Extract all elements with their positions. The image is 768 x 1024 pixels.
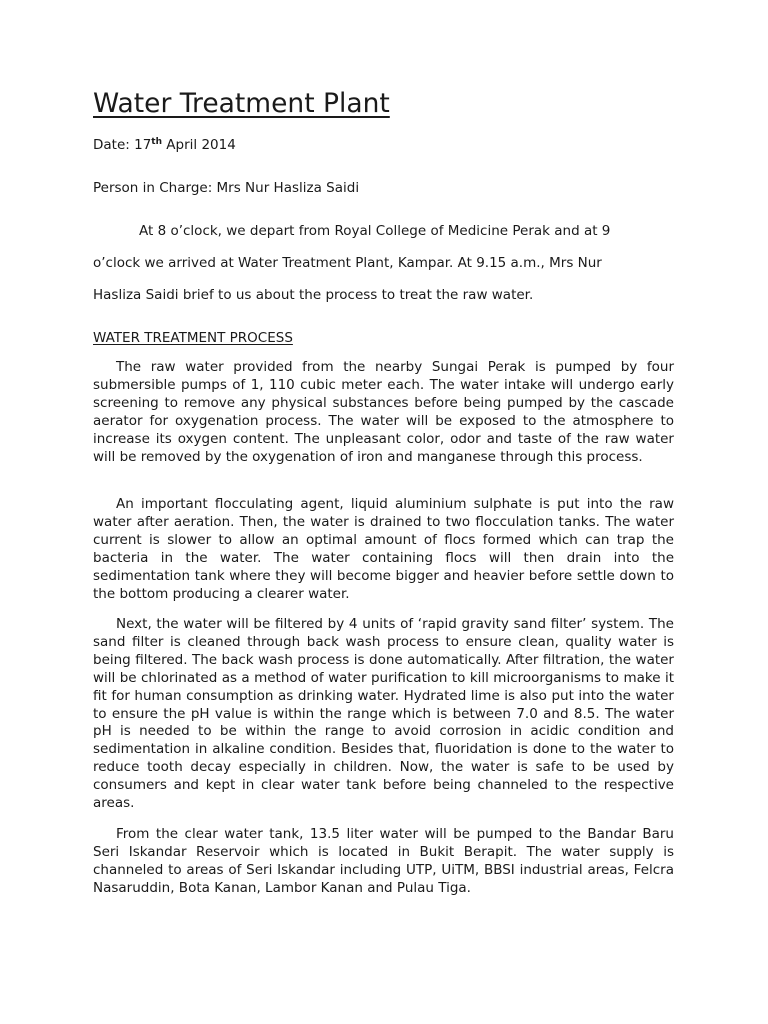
section-heading: WATER TREATMENT PROCESS: [93, 330, 293, 346]
date-rest: April 2014: [162, 137, 236, 153]
intro-line-1: At 8 o’clock, we depart from Royal College of Medicine Perak and at 9: [139, 223, 611, 239]
intro-line-2: o’clock we arrived at Water Treatment Plant, Kampar. At 9.15 a.m., Mrs Nur: [93, 255, 602, 271]
person-in-charge: Person in Charge: Mrs Nur Hasliza Saidi: [93, 180, 360, 196]
date-ordinal-suffix: th: [151, 137, 163, 147]
paragraph-raw-water: The raw water provided from the nearby Sungai Perak is pumped by four submersible pumps of 1, 110 cubic meter each. The water intake will undergo early screening to remove any physical substances before being pumped by the cascade aerator for oxygenation process. The water will be exposed to the atmosphere to increase its oxygen content. The unpleasant color, odor and taste of the raw water will be removed by the oxygenation of iron and manganese through this process.: [93, 359, 674, 465]
intro-line-3: Hasliza Saidi brief to us about the process to treat the raw water.: [93, 287, 534, 303]
paragraph-flocculation: An important flocculating agent, liquid aluminium sulphate is put into the raw water after aeration. Then, the water is drained to two flocculation tanks. The water current is slower to allow an optimal amount of flocs formed which can trap the bacteria in the water. The water containing flocs will then drain into the sedimentation tank where they will become bigger and heavier before settle down to the bottom producing a clearer water.: [93, 496, 674, 602]
date-line: [93, 136, 236, 154]
paragraph-filtration: Next, the water will be filtered by 4 units of ‘rapid gravity sand filter’ system. The sand filter is cleaned through back wash process to ensure clean, quality water is being filtered. The back wash process is done automatically. After filtration, the water will be chlorinated as a method of water purification to kill microorganisms to make it fit for human consumption as drinking water. Hydrated lime is also put into the water to ensure the pH value is within the range which is between 7.0 and 8.5. The water pH is needed to be within the range to avoid corrosion in acidic condition and sedimentation in alkaline condition. Besides that, fluoridation is done to the water to reduce tooth decay especially in children. Now, the water is safe to be used by consumers and kept in clear water tank before being channeled to the respective areas.: [93, 616, 674, 812]
paragraph-distribution: From the clear water tank, 13.5 liter water will be pumped to the Bandar Baru Seri Iskandar Reservoir which is located in Bukit Berapit. The water supply is channeled to areas of Seri Iskandar including UTP, UiTM, BBSI industrial areas, Felcra Nasaruddin, Bota Kanan, Lambor Kanan and Pulau Tiga.: [93, 826, 674, 896]
date-label: Date: 17: [93, 137, 152, 153]
page-title: Water Treatment Plant: [93, 88, 390, 119]
